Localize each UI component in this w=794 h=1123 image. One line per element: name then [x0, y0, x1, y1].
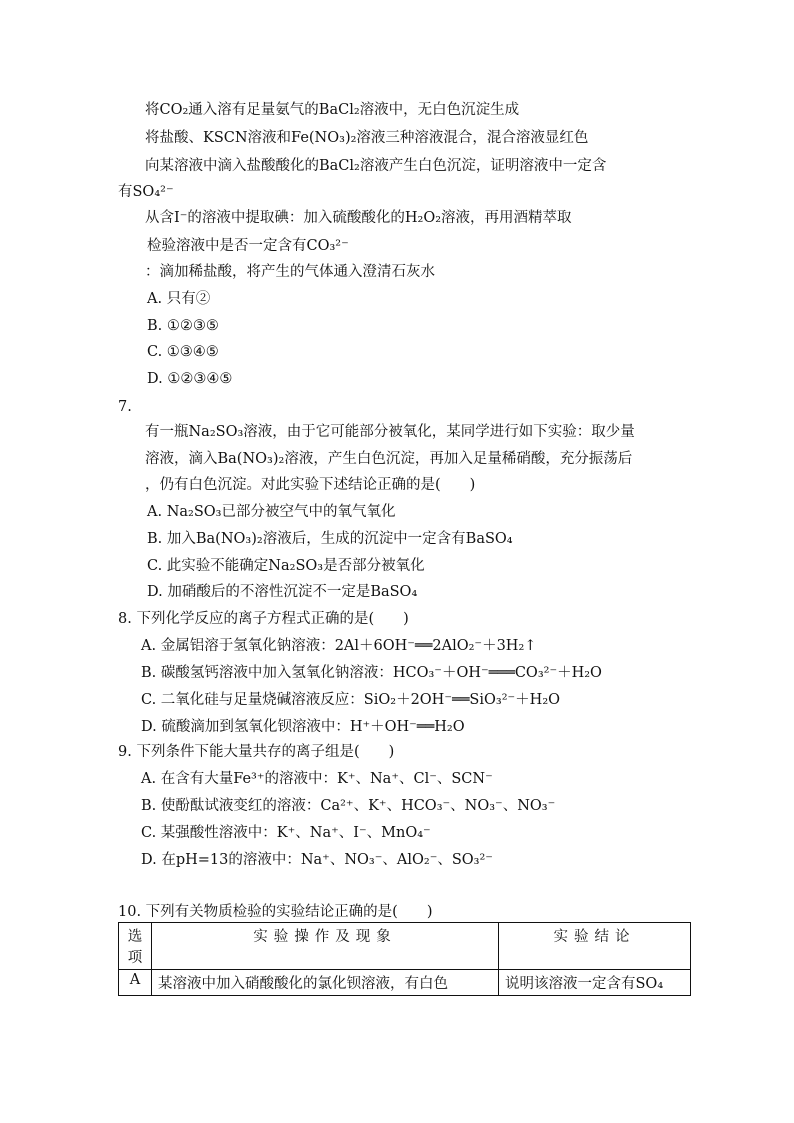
- header-option-line-1: 选: [127, 929, 143, 945]
- statement-3-line-2: 有SO₄²⁻: [118, 184, 174, 200]
- q6-option-b[interactable]: B. ①②③⑤: [147, 318, 219, 334]
- statement-4: 从含I⁻的溶液中提取碘：加入硫酸酸化的H₂O₂溶液，再用酒精萃取: [145, 210, 572, 226]
- q7-stem-line-1: 有一瓶Na₂SO₃溶液，由于它可能部分被氧化，某同学进行如下实验：取少量: [145, 424, 635, 440]
- header-option-line-2: 项: [127, 950, 143, 966]
- q6-option-a[interactable]: A. 只有②: [147, 291, 211, 307]
- q8-stem: 8. 下列化学反应的离子方程式正确的是( ): [118, 611, 409, 627]
- q6-option-c[interactable]: C. ①③④⑤: [147, 344, 219, 360]
- statement-5-line-1: 检验溶液中是否一定含有CO₃²⁻: [147, 238, 349, 254]
- header-conclusion-cell: 实验结论: [499, 923, 691, 970]
- q7-stem-line-3: ，仍有白色沉淀。对此实验下述结论正确的是( ): [145, 477, 476, 493]
- row-a-conclusion-cell: 说明该溶液一定含有SO₄: [499, 970, 691, 996]
- q9-option-d[interactable]: D. 在pH=13的溶液中：Na⁺、NO₃⁻、AlO₂⁻、SO₃²⁻: [141, 852, 493, 868]
- q9-option-c[interactable]: C. 某强酸性溶液中：K⁺、Na⁺、I⁻、MnO₄⁻: [141, 825, 431, 841]
- q10-stem: 10. 下列有关物质检验的实验结论正确的是( ): [118, 904, 433, 920]
- q7-option-a[interactable]: A. Na₂SO₃已部分被空气中的氧气氧化: [147, 504, 396, 520]
- q8-option-d[interactable]: D. 硫酸滴加到氢氧化钡溶液中：H⁺＋OH⁻══H₂O: [141, 719, 465, 735]
- statement-1: 将CO₂通入溶有足量氨气的BaCl₂溶液中，无白色沉淀生成: [145, 102, 520, 118]
- q7-number: 7.: [118, 399, 132, 415]
- row-a-option-cell: A: [119, 970, 152, 996]
- q9-option-b[interactable]: B. 使酚酞试液变红的溶液：Ca²⁺、K⁺、HCO₃⁻、NO₃⁻、NO₃⁻: [141, 798, 556, 814]
- header-operation-cell: 实验操作及现象: [152, 923, 499, 970]
- q8-option-b[interactable]: B. 碳酸氢钙溶液中加入氢氧化钠溶液：HCO₃⁻＋OH⁻═══CO₃²⁻＋H₂O: [141, 665, 602, 681]
- header-option-cell: [119, 923, 152, 970]
- statement-5-line-2: ：滴加稀盐酸，将产生的气体通入澄清石灰水: [145, 264, 435, 280]
- table-row: [119, 970, 691, 996]
- table-header-row: [119, 923, 691, 970]
- q7-stem-line-2: 溶液，滴入Ba(NO₃)₂溶液，产生白色沉淀，再加入足量稀硝酸，充分振荡后: [145, 451, 633, 467]
- q6-option-d[interactable]: D. ①②③④⑤: [147, 371, 233, 387]
- q9-stem: 9. 下列条件下能大量共存的离子组是( ): [118, 744, 395, 760]
- q7-option-b[interactable]: B. 加入Ba(NO₃)₂溶液后，生成的沉淀中一定含有BaSO₄: [147, 531, 513, 547]
- row-a-operation-cell: 某溶液中加入硝酸酸化的氯化钡溶液，有白色: [152, 970, 499, 996]
- statement-2: 将盐酸、KSCN溶液和Fe(NO₃)₂溶液三种溶液混合，混合溶液显红色: [145, 130, 589, 146]
- q8-option-a[interactable]: A. 金属铝溶于氢氧化钠溶液：2Al＋6OH⁻══2AlO₂⁻＋3H₂↑: [141, 638, 537, 654]
- q10-table: [118, 922, 691, 996]
- statement-3-line-1: 向某溶液中滴入盐酸酸化的BaCl₂溶液产生白色沉淀，证明溶液中一定含: [145, 158, 607, 174]
- q7-option-d[interactable]: D. 加硝酸后的不溶性沉淀不一定是BaSO₄: [147, 584, 418, 600]
- q7-option-c[interactable]: C. 此实验不能确定Na₂SO₃是否部分被氧化: [147, 558, 425, 574]
- q9-option-a[interactable]: A. 在含有大量Fe³⁺的溶液中：K⁺、Na⁺、Cl⁻、SCN⁻: [141, 771, 493, 787]
- q8-option-c[interactable]: C. 二氧化硅与足量烧碱溶液反应：SiO₂＋2OH⁻══SiO₃²⁻＋H₂O: [141, 692, 561, 708]
